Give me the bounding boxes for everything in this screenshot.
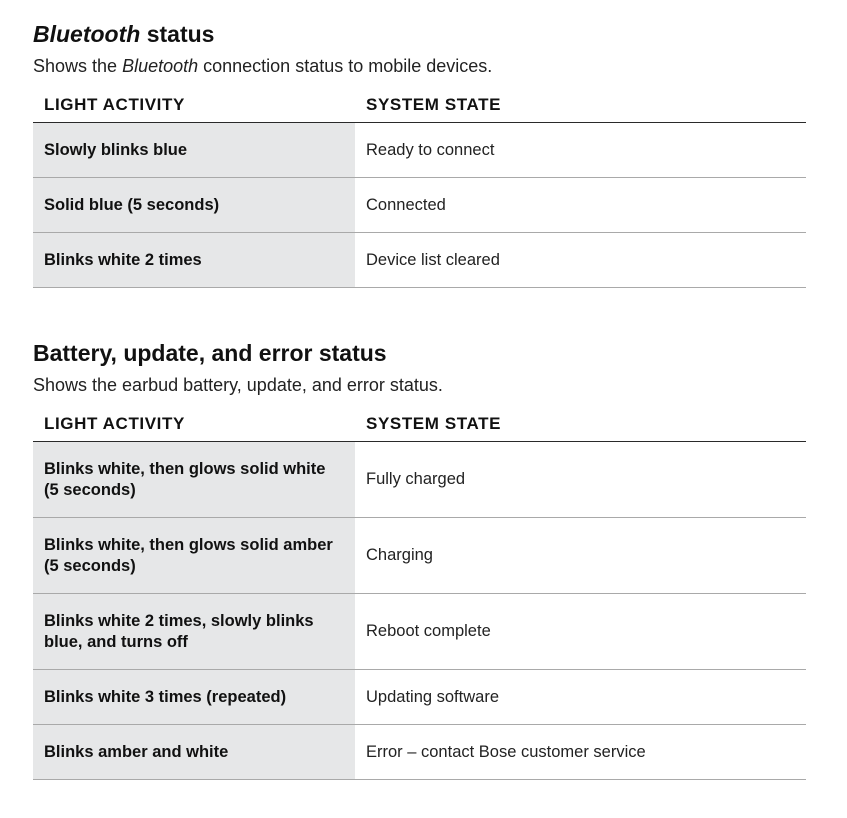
bluetooth-status-description	[33, 54, 806, 78]
system-state-cell: Reboot complete	[355, 594, 806, 670]
heading-italic-part: Bluetooth	[33, 21, 141, 47]
activity-line: blue, and turns off	[44, 632, 188, 651]
light-activity-cell: Blinks white 2 times	[33, 233, 355, 288]
light-activity-cell: Blinks white 3 times (repeated)	[33, 670, 355, 725]
table-row	[33, 518, 806, 594]
system-state-cell: Updating software	[355, 670, 806, 725]
desc-text-start: Shows the	[33, 56, 123, 76]
activity-line: Blinks white, then glows solid white	[44, 459, 326, 478]
light-activity-cell: Solid blue (5 seconds)	[33, 178, 355, 233]
desc-text-italic: Bluetooth	[122, 56, 199, 76]
light-activity-cell: Slowly blinks blue	[33, 123, 355, 178]
heading-rest-part: status	[140, 21, 215, 47]
system-state-cell: Error – contact Bose customer service	[355, 725, 806, 780]
battery-status-heading: Battery, update, and error status	[33, 340, 387, 366]
table-row	[33, 178, 806, 233]
battery-status-section	[33, 339, 806, 780]
system-state-cell: Fully charged	[355, 442, 806, 518]
system-state-cell: Connected	[355, 178, 806, 233]
light-activity-cell	[33, 594, 355, 670]
table-row	[33, 123, 806, 178]
table-row	[33, 594, 806, 670]
system-state-cell: Device list cleared	[355, 233, 806, 288]
table-row	[33, 233, 806, 288]
system-state-cell: Charging	[355, 518, 806, 594]
table-row	[33, 670, 806, 725]
light-activity-cell: Blinks amber and white	[33, 725, 355, 780]
system-state-header: SYSTEM STATE	[355, 406, 806, 442]
light-activity-cell	[33, 442, 355, 518]
battery-status-table	[33, 406, 806, 780]
light-activity-header: LIGHT ACTIVITY	[33, 406, 355, 442]
battery-status-description: Shows the earbud battery, update, and error status.	[33, 375, 443, 395]
system-state-header: SYSTEM STATE	[355, 87, 806, 123]
light-activity-cell	[33, 518, 355, 594]
bluetooth-status-heading	[33, 20, 806, 48]
activity-line: (5 seconds)	[44, 556, 136, 575]
bluetooth-status-table	[33, 87, 806, 288]
table-header-row	[33, 406, 806, 442]
desc-text-end: connection status to mobile devices.	[198, 56, 493, 76]
activity-line: Blinks white, then glows solid amber	[44, 535, 333, 554]
activity-line: Blinks white 2 times, slowly blinks	[44, 611, 314, 630]
light-activity-header: LIGHT ACTIVITY	[33, 87, 355, 123]
table-row	[33, 442, 806, 518]
activity-line: (5 seconds)	[44, 480, 136, 499]
bluetooth-status-section	[33, 20, 806, 288]
system-state-cell: Ready to connect	[355, 123, 806, 178]
table-row	[33, 725, 806, 780]
table-header-row	[33, 87, 806, 123]
